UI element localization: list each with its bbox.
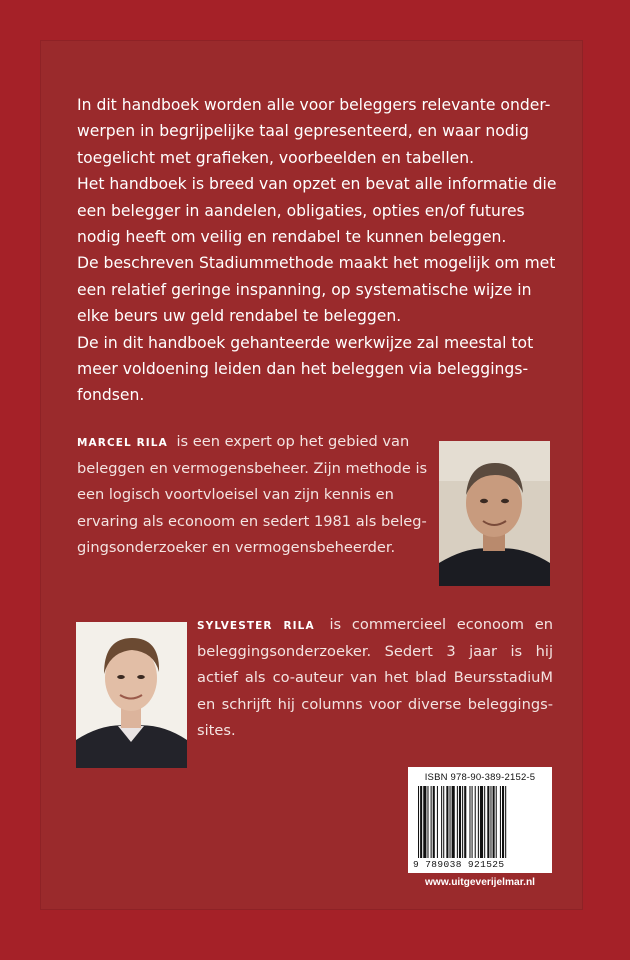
intro-paragraph: De in dit handboek gehanteerde werkwijze zal meestal tot meer voldoening leiden dan het beleggen via beleggings- fondsen. xyxy=(77,333,534,405)
portrait-photo-icon xyxy=(76,622,187,768)
intro-paragraph: Het handboek is breed van opzet en bevat alle informatie die een belegger in aandelen, obligaties, opties en/of futures nodig heeft om veilig en rendabel te kunnen beleggen. xyxy=(77,175,557,247)
author-photo-sylvester xyxy=(76,622,187,768)
intro-paragraph: In dit handboek worden alle voor beleggers relevante onder- werpen in begrijpelijke taal gepresenteerd, en waar nodig toegelicht met grafieken, voorbeelden en tabellen. xyxy=(77,96,551,167)
author-name: MARCEL RILA xyxy=(77,437,168,449)
author-bio-text: is commercieel econoom en beleggingsonderzoeker. Sedert 3 jaar is hij actief als co-auteur van het blad BeursstadiuM en schrijft hij columns voor diverse beleggings- sites. xyxy=(197,616,553,739)
author-bio-marcel xyxy=(77,429,433,561)
barcode xyxy=(408,767,552,873)
intro-paragraph: De beschreven Stadiummethode maakt het mogelijk om met een relatief geringe inspanning, op systematische wijze in elke beurs uw geld rendabel te beleggen. xyxy=(77,254,556,326)
portrait-photo-icon xyxy=(439,441,550,586)
intro-text xyxy=(77,92,563,409)
author-photo-marcel xyxy=(439,441,550,586)
barcode-digits: 9 789038 921525 xyxy=(413,859,505,870)
barcode-bars xyxy=(418,786,542,858)
author-bio-sylvester xyxy=(197,612,553,744)
author-bio-text: is een expert op het gebied van beleggen en vermogensbeheer. Zijn methode is een logisch voortvloeisel van zijn kennis en ervaring als econoom en sedert 1981 als beleg- gingsonderzoeker en vermogensbeheerder. xyxy=(77,433,428,556)
author-name: SYLVESTER RILA xyxy=(197,620,315,632)
isbn-label: ISBN 978-90-389-2152-5 xyxy=(424,772,536,783)
publisher-website: www.uitgeverijelmar.nl xyxy=(424,877,536,888)
